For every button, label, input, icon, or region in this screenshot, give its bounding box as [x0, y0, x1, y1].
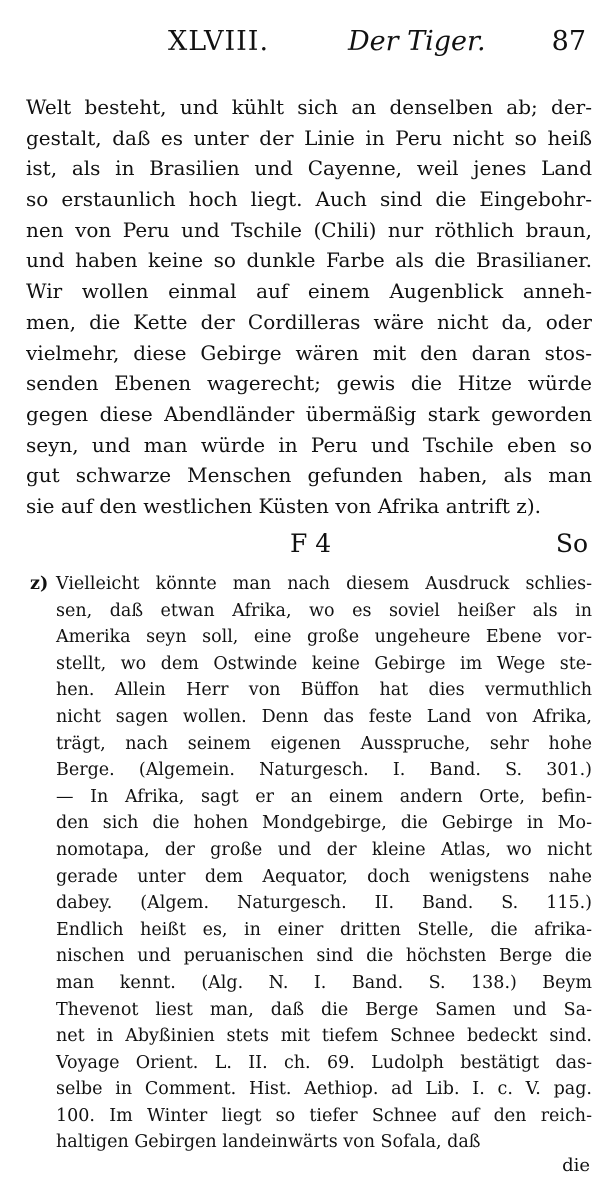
body-line: gegen diese Abendländer übermäßig stark geworden	[26, 401, 592, 426]
body-text	[26, 92, 592, 522]
running-header	[30, 26, 590, 66]
footnote-line	[30, 784, 592, 811]
footnote-line-text: net in Abyßinien stets mit tiefem Schnee bedeckt sind.	[56, 1026, 592, 1047]
body-line: ist, als in Brasilien und Cayenne, weil jenes Land	[26, 156, 592, 181]
footnote-line-text: dabey. (Algem. Naturgesch. II. Band. S. 115.)	[56, 893, 592, 914]
footnote-line-text: gerade unter dem Aequator, doch wenigstens nahe	[56, 866, 592, 887]
footnote-line	[30, 864, 592, 891]
footnote-line-text: Vielleicht könnte man nach diesem Ausdruck schlies-	[56, 574, 592, 594]
footnote-marker: z)	[30, 574, 49, 594]
footnote-line	[30, 890, 592, 917]
footnote-line-text: — In Afrika, sagt er an einem andern Orte, befin-	[56, 786, 592, 807]
footnote-line-text: Berge. (Algemein. Naturgesch. I. Band. S. 301.)	[56, 760, 592, 781]
footnote-line-text: Voyage Orient. L. II. ch. 69. Ludolph bestätigt das-	[56, 1052, 592, 1073]
body-line: nen von Peru und Tschile (Chili) nur röthlich braun,	[26, 217, 592, 242]
body-line: vielmehr, diese Gebirge wären mit den daran stos-	[26, 340, 592, 365]
footnote-line	[30, 1129, 592, 1156]
footnote-line	[30, 1050, 592, 1077]
footnote-line	[30, 757, 592, 784]
footnote-line	[30, 970, 592, 997]
footnote-line-text: hen. Allein Herr von Büffon hat dies vermuthlich	[56, 680, 592, 701]
footnote-line	[30, 651, 592, 678]
body-line: seyn, und man würde in Peru und Tschile eben so	[26, 432, 592, 457]
footnote-line	[30, 677, 592, 704]
footnote-line	[30, 598, 592, 625]
footnote-line-text: 100. Im Winter liegt so tiefer Schnee auf den reich-	[56, 1105, 592, 1126]
footnote-line-text: stellt, wo dem Ostwinde keine Gebirge im Wege ste-	[56, 653, 592, 674]
section-number: XLVIII.	[168, 26, 270, 57]
footnote-line	[30, 943, 592, 970]
catchword-top: So	[555, 529, 588, 558]
footnote-line-text: man kennt. (Alg. N. I. Band. S. 138.) Beym	[56, 972, 592, 993]
footnote-line	[30, 624, 592, 651]
body-line: so erstaunlich hoch liegt. Auch sind die Eingebohr-	[26, 187, 592, 212]
catchword: die	[562, 1155, 590, 1176]
footnote-line-text: sen, daß etwan Afrika, wo es soviel heißer als in	[56, 600, 592, 621]
footnote-line-text: den sich die hohen Mondgebirge, die Gebirge in Mo-	[56, 813, 592, 834]
footnote-line	[30, 917, 592, 944]
footnote-line	[30, 731, 592, 758]
signature-mark: F 4	[290, 529, 332, 558]
body-line: gestalt, daß es unter der Linie in Peru nicht so heiß	[26, 125, 592, 150]
running-title: Der Tiger.	[348, 26, 486, 57]
footnote-line	[30, 571, 592, 598]
signature-line	[30, 529, 590, 565]
footnote-line	[30, 810, 592, 837]
footnote-line-text: Amerika seyn soll, eine große ungeheure Ebene vor-	[56, 627, 592, 648]
body-line: Wir wollen einmal auf einem Augenblick anneh-	[26, 279, 592, 304]
body-line: und haben keine so dunkle Farbe als die Brasilianer.	[26, 248, 592, 273]
footnote-line	[30, 704, 592, 731]
footnote	[30, 571, 592, 1156]
body-line: senden Ebenen wagerecht; gewis die Hitze würde	[26, 371, 592, 396]
body-line: sie auf den westlichen Küsten von Afrika antrift z).	[26, 493, 541, 518]
body-line: men, die Kette der Cordilleras wäre nicht da, oder	[26, 309, 592, 334]
footnote-line-text: Thevenot liest man, daß die Berge Samen und Sa-	[56, 999, 592, 1020]
footnote-line-text: nomotapa, der große und der kleine Atlas, wo nicht	[56, 839, 592, 860]
body-line: Welt besteht, und kühlt sich an denselben ab; der-	[26, 95, 592, 119]
body-line: gut schwarze Menschen gefunden haben, als man	[26, 463, 592, 488]
footnote-line-text: haltigen Gebirgen landeinwärts von Sofala, daß	[56, 1132, 481, 1153]
footnote-line-text: Endlich heißt es, in einer dritten Stelle, die afrika-	[56, 919, 592, 940]
footnote-line	[30, 1076, 592, 1103]
footnote-line-text: nischen und peruanischen sind die höchsten Berge die	[56, 946, 592, 967]
footnote-line	[30, 1103, 592, 1130]
footnote-line-text: nicht sagen wollen. Denn das feste Land von Afrika,	[56, 706, 592, 727]
footnote-line	[30, 837, 592, 864]
page-number: 87	[551, 26, 586, 57]
footnote-line-text: trägt, nach seinem eigenen Ausspruche, sehr hohe	[56, 733, 592, 754]
footnote-line-text: selbe in Comment. Hist. Aethiop. ad Lib. I. c. V. pag.	[56, 1079, 592, 1100]
footnote-line	[30, 997, 592, 1024]
footnote-line	[30, 1023, 592, 1050]
